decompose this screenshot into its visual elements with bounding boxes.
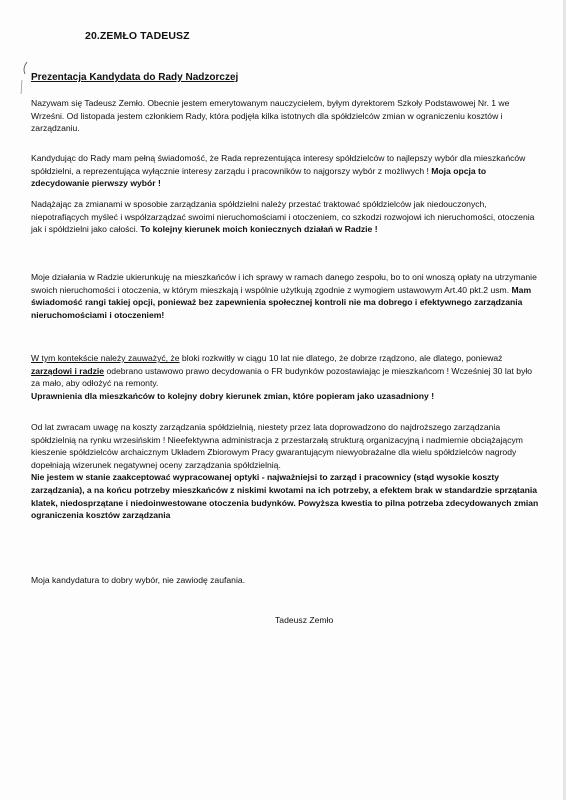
paragraph-text: Moja kandydatura to dobry wybór, nie zawiodę zaufania.: [31, 575, 246, 585]
paragraph-changes: [31, 198, 541, 236]
paragraph-text: Kandydując do Rady mam pełną świadomość, że Rada reprezentująca interesy spółdzielców to najlepszy wybór dla mieszkańców spółdzielni, a reprezentująca wyłącznie interesy zarządu i pracowników to najgorszy wybór z możliwych !: [31, 153, 526, 176]
paragraph-underlined: W tym kontekście należy zauważyć, że: [31, 353, 180, 363]
paragraph-costs: [31, 421, 541, 522]
document-header: 20.ZEMŁO TADEUSZ: [85, 30, 190, 42]
paragraph-emphasis: Moja opcja to zdecydowanie pierwszy wybór !: [31, 165, 487, 189]
paragraph-text: bloki rozkwitły w ciągu 10 lat nie dlatego, że dobrze rządzono, ale dlatego, ponieważ: [179, 353, 503, 363]
paragraph-candidacy: [31, 152, 541, 190]
signature-name: Tadeusz Zemło: [275, 615, 334, 625]
paragraph-text: Od lat zwracam uwagę na koszty zarządzania spółdzielnią, niestety przez lata doprowadzono do najdroższego zarządzania spółdzielnią na rynku wrzesińskim ! Nieefektywna administracja z przestarzałą strukturą organizacyjną i nadmiernie obciążającym kieszenie spółdzielców archaicznym Układem Zbiorowym Pracy gwarantującym niewyobrażalne dla wielu spółdzielców nagrody dopełniają wizerunek negatywnej oceny zarządzania spółdzielnią.: [31, 422, 523, 470]
paragraph-emphasis: To kolejny kierunek moich koniecznych działań w Radzie !: [140, 224, 378, 235]
paragraph-text: odebrano ustawowo prawo decydowania o FR budynków pozostawiając je mieszkańcom ! Wcześniej 30 lat było za mało, aby odłożyć na remonty.: [31, 365, 533, 389]
paragraph-closing: [31, 574, 541, 587]
document-subtitle: Prezentacja Kandydata do Rady Nadzorczej: [31, 72, 239, 83]
paragraph-emphasis: Mam świadomość rangi takiej opcji, ponieważ bez zapewnienia społecznej kontroli nie ma dobrego i efektywnego zarządzania nieruchomościami i otoczeniem!: [31, 284, 532, 320]
paragraph-emphasis: Uprawnienia dla mieszkańców to kolejny dobry kierunek zmian, które popieram jako uzasadniony !: [31, 390, 435, 401]
paragraph-text: Moje działania w Radzie ukierunkuję na mieszkańców i ich sprawy w ramach danego zespołu, bo to oni wnoszą opłaty na utrzymanie swoich nieruchomości i otoczenia, w którym mieszkają i wspólnie użytkują zgodnie z wymogiem ustawowym Art.40 pkt.2 usm.: [31, 272, 537, 295]
paragraph-emphasis: Nie jestem w stanie zaakceptować wypracowanej optyki - najważniejsi to zarząd i pracownicy (stąd wysokie koszty zarządzania), a na końcu potrzeby mieszkańców z niskimi kwotami na ich potrzeby, a efektem brak w standardzie sprzątania klatek, niedosprzątane i niedoinwestowane otoczenia budynków. Powyższa kwestia to pilna potrzeba zdecydowanych zmian ograniczenia kosztów zarządzania: [31, 472, 539, 521]
margin-pen-marks: [18, 60, 30, 150]
paragraph-underlined-bold: zarządowi i radzie: [31, 365, 105, 376]
paragraph-intro: [31, 97, 541, 135]
paragraph-context: [31, 352, 541, 402]
paragraph-text: Nazywam się Tadeusz Zemło. Obecnie jestem emerytowanym nauczycielem, byłym dyrektorem Szkoły Podstawowej Nr. 1 we Wrześni. Od listopada jestem członkiem Rady, która podjęła kilka istotnych dla spółdzielców zmian w ograniczeniu kosztów i zarządzaniu.: [31, 98, 510, 134]
paragraph-text: Nadążając za zmianami w sposobie zarządzania spółdzielni należy przestać traktować spółdzielców jak niedouczonych, niepotrafiących myśleć i współzarządzać swoimi nieruchomościami i otoczeniem, co szkodzi rozwojowi ich nieruchomości, otoczenia jak i spółdzielni jako całości.: [31, 199, 535, 235]
paragraph-actions: [31, 271, 541, 321]
